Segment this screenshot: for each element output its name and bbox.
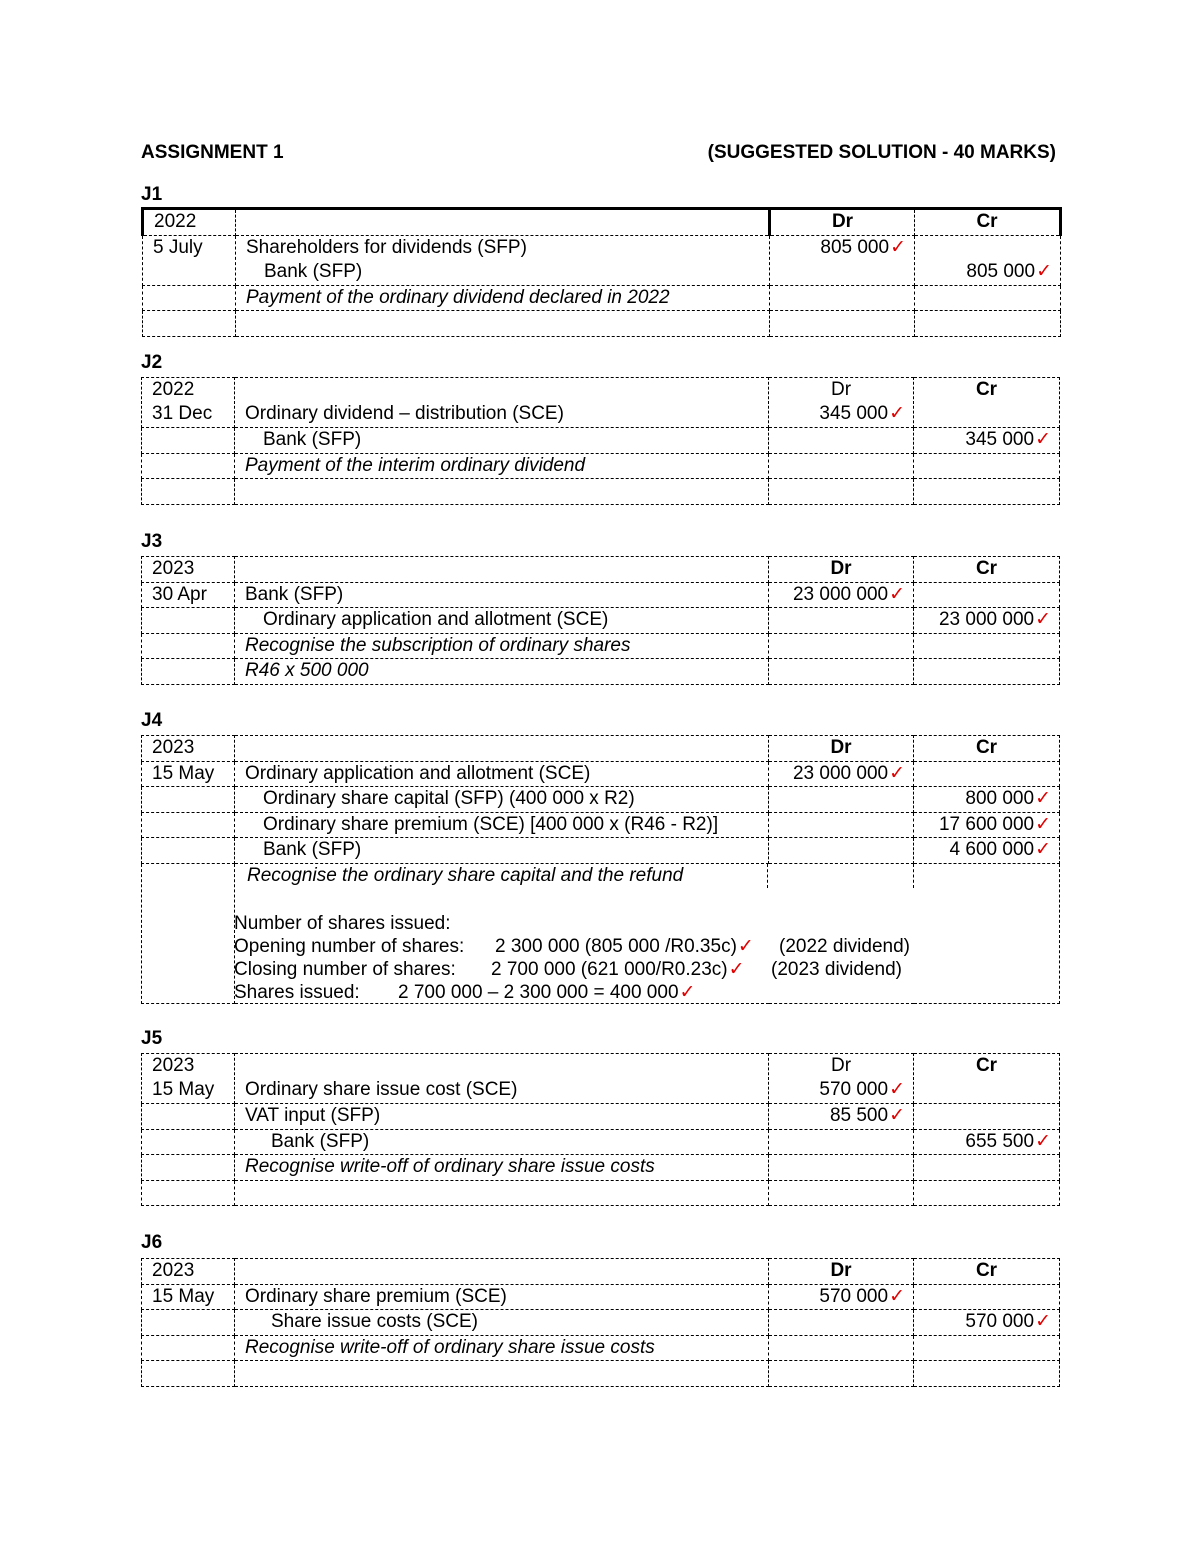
debit-account: Ordinary share issue cost (SCE) [245, 1079, 518, 1100]
table-row [142, 812, 1060, 838]
credit-account: Bank (SFP) [235, 838, 769, 864]
check-icon: ✓ [889, 1079, 905, 1100]
journal-label-j2: J2 [141, 352, 163, 373]
date-cell [142, 1054, 235, 1104]
credit-amount-cell [914, 812, 1060, 838]
table-row [142, 428, 1060, 454]
date: 31 Dec [152, 403, 213, 424]
cr-header: Cr [914, 1054, 1060, 1104]
closing-calc: 2 700 000 (621 000/R0.23c)✓ [491, 959, 745, 980]
debit-amount-cell [769, 378, 914, 428]
check-icon: ✓ [1035, 813, 1051, 835]
credit-amount-cell [914, 787, 1060, 813]
dr-header: Dr [770, 209, 915, 236]
credit-amount: 345 000 [965, 429, 1035, 450]
cr-header: Cr [915, 209, 1061, 236]
year-cell: 2023 [142, 1259, 235, 1285]
check-icon: ✓ [1035, 1130, 1051, 1152]
year-cell: 2023 [142, 557, 235, 583]
check-icon: ✓ [889, 1285, 905, 1307]
debit-amount: 85 500 [829, 1105, 889, 1126]
table-row [142, 1310, 1060, 1336]
check-icon: ✓ [889, 762, 905, 784]
table-row [142, 582, 1060, 608]
credit-amount: 805 000 [966, 260, 1036, 282]
credit-amount-cell [914, 1129, 1060, 1155]
table-row [142, 787, 1060, 813]
debit-amount: 23 000 000 [792, 583, 889, 605]
credit-amount: 4 600 000 [949, 839, 1035, 860]
table-row [143, 235, 1061, 285]
dr-header: Dr [769, 557, 914, 583]
dr-header: Dr [830, 379, 852, 400]
narration: Recognise the subscription of ordinary shares [235, 633, 769, 659]
dr-header: Dr [769, 1259, 914, 1285]
table-row [142, 378, 1060, 428]
credit-amount-cell [914, 838, 1060, 864]
credit-amount: 800 000 [965, 788, 1035, 809]
check-icon: ✓ [1035, 839, 1051, 860]
credit-amount: 655 500 [965, 1130, 1035, 1152]
credit-amount: 570 000 [965, 1311, 1035, 1332]
date-cell: 15 May [142, 1284, 235, 1310]
debit-account: Ordinary dividend – distribution (SCE) [245, 403, 564, 424]
calculation: R46 x 500 000 [235, 659, 769, 685]
check-icon: ✓ [1035, 788, 1051, 809]
opening-note: (2022 dividend) [779, 936, 910, 957]
table-row [142, 608, 1060, 634]
credit-account: Ordinary share premium (SCE) [400 000 x (R46 - R2)] [235, 812, 769, 838]
table-row [142, 1104, 1060, 1130]
dr-header: Dr [830, 1055, 852, 1076]
check-icon: ✓ [889, 583, 905, 605]
narration: Recognise write-off of ordinary share issue costs [235, 1335, 769, 1361]
blank-cell [236, 209, 770, 236]
journal-table-j1 [141, 207, 1062, 337]
account-cell [235, 378, 769, 428]
journal-label-j3: J3 [141, 531, 163, 552]
table-row [143, 285, 1061, 311]
check-icon: ✓ [679, 982, 696, 1003]
table-row [142, 453, 1060, 479]
credit-account: Share issue costs (SCE) [235, 1310, 769, 1336]
journal-label-j6: J6 [141, 1232, 163, 1253]
credit-account: Bank (SFP) [235, 428, 769, 454]
check-icon: ✓ [1035, 429, 1051, 450]
notes-title: Number of shares issued: [234, 913, 451, 934]
table-row [142, 1054, 1060, 1104]
narration: Recognise write-off of ordinary share issue costs [235, 1155, 769, 1181]
cr-header: Cr [914, 1259, 1060, 1285]
date-cell: 30 Apr [142, 582, 235, 608]
table-row [143, 209, 1061, 236]
table-row [142, 838, 1060, 864]
year: 2023 [152, 1055, 195, 1076]
account-cell [236, 235, 770, 285]
debit-amount-cell [769, 1284, 914, 1310]
issued-label: Shares issued: [234, 982, 360, 1003]
check-icon: ✓ [728, 959, 745, 980]
year-cell: 2023 [142, 736, 235, 762]
table-row [142, 1155, 1060, 1181]
debit-amount-cell [770, 235, 915, 285]
narration: Payment of the ordinary dividend declared in 2022 [236, 285, 770, 311]
debit-amount: 570 000 [819, 1285, 889, 1307]
debit-amount: 23 000 000 [792, 762, 889, 784]
credit-amount: 17 600 000 [938, 813, 1035, 835]
date-cell [142, 378, 235, 428]
check-icon: ✓ [737, 936, 754, 957]
debit-account: Ordinary share premium (SCE) [235, 1284, 769, 1310]
narration: Recognise the ordinary share capital and the refund [235, 864, 768, 888]
debit-amount-cell [769, 1104, 914, 1130]
journal-label-j1: J1 [141, 184, 163, 205]
credit-amount: 23 000 000 [938, 609, 1035, 630]
date: 15 May [152, 1079, 215, 1100]
table-row [142, 633, 1060, 659]
check-icon: ✓ [890, 236, 906, 258]
table-row [142, 761, 1060, 787]
solution-subtitle: (SUGGESTED SOLUTION - 40 MARKS) [707, 142, 1056, 163]
credit-account: Bank (SFP) [235, 1129, 769, 1155]
debit-account: Shareholders for dividends (SFP) [246, 236, 527, 258]
credit-account: Bank (SFP) [264, 260, 363, 282]
journal-table-j6 [141, 1258, 1060, 1387]
check-icon: ✓ [1035, 609, 1051, 630]
credit-amount-cell [915, 235, 1061, 285]
table-row [142, 1335, 1060, 1361]
credit-amount-cell [914, 608, 1060, 634]
dr-header: Dr [769, 736, 914, 762]
account-cell [235, 1054, 769, 1104]
journal-table-j3 [141, 556, 1060, 685]
credit-amount-cell [914, 428, 1060, 454]
journal-label-j5: J5 [141, 1028, 163, 1049]
credit-amount-cell [914, 1310, 1060, 1336]
check-icon: ✓ [1036, 260, 1052, 282]
closing-label: Closing number of shares: [234, 959, 456, 980]
table-row [142, 557, 1060, 583]
debit-amount-cell [769, 761, 914, 787]
table-row [142, 1284, 1060, 1310]
table-row [142, 1129, 1060, 1155]
check-icon: ✓ [1035, 1311, 1051, 1332]
debit-amount-cell [769, 1054, 914, 1104]
table-row [142, 1361, 1060, 1387]
opening-calc: 2 300 000 (805 000 /R0.35c)✓ [495, 936, 754, 957]
page-header [141, 142, 1056, 166]
credit-account: Ordinary share capital (SFP) (400 000 x R2) [235, 787, 769, 813]
journal-table-j5 [141, 1053, 1060, 1206]
debit-amount: 570 000 [819, 1079, 889, 1100]
cr-header: Cr [914, 736, 1060, 762]
narration: Payment of the interim ordinary dividend [235, 453, 769, 479]
table-row [142, 1259, 1060, 1285]
cr-header: Cr [914, 557, 1060, 583]
year: 2022 [152, 379, 195, 400]
journal-table-j2 [141, 377, 1060, 505]
table-row [142, 479, 1060, 505]
table-row [142, 1180, 1060, 1206]
date-cell: 15 May [142, 761, 235, 787]
date-cell: 5 July [143, 235, 236, 285]
debit-amount: 345 000 [819, 403, 889, 424]
debit-amount-cell [769, 582, 914, 608]
closing-note: (2023 dividend) [771, 959, 902, 980]
assignment-title: ASSIGNMENT 1 [141, 142, 284, 163]
table-row [142, 659, 1060, 685]
debit-account: VAT input (SFP) [235, 1104, 769, 1130]
issued-calc: 2 700 000 – 2 300 000 = 400 000✓ [398, 982, 696, 1003]
year-cell: 2022 [143, 209, 236, 236]
check-icon: ✓ [889, 403, 905, 424]
journal-label-j4: J4 [141, 710, 163, 731]
table-row [142, 736, 1060, 762]
table-row [143, 311, 1061, 337]
credit-account: Ordinary application and allotment (SCE) [235, 608, 769, 634]
debit-account: Bank (SFP) [235, 582, 769, 608]
opening-label: Opening number of shares: [234, 936, 465, 957]
debit-amount: 805 000 [820, 236, 890, 258]
debit-account: Ordinary application and allotment (SCE) [235, 761, 769, 787]
cr-header: Cr [914, 378, 1060, 428]
check-icon: ✓ [889, 1105, 905, 1126]
